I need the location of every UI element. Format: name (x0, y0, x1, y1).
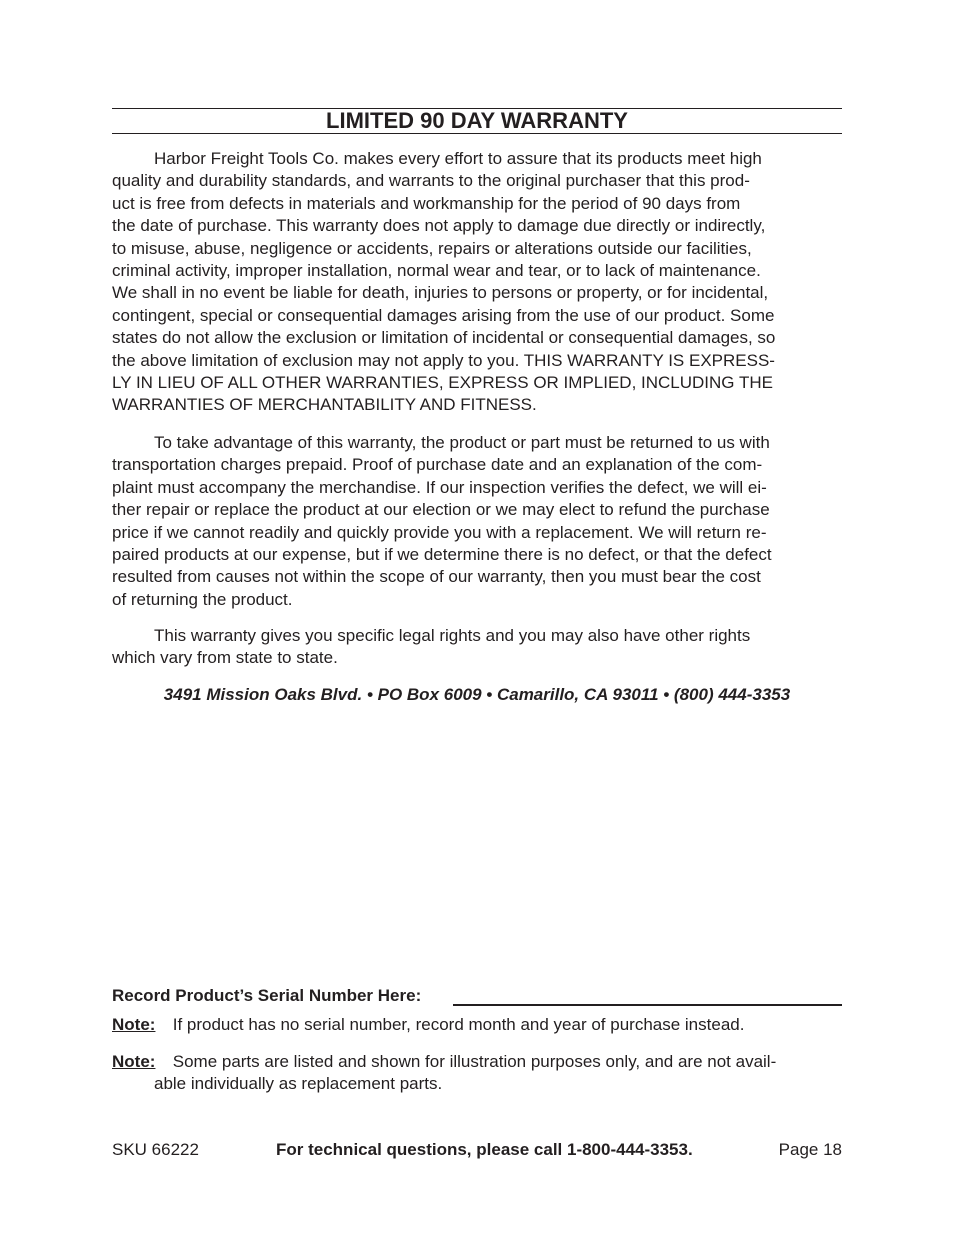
paragraph-line: the above limitation of exclusion may not apply to you. THIS WARRANTY IS EXPRESS- (112, 350, 775, 370)
paragraph-line: Harbor Freight Tools Co. makes every effort to assure that its products meet high (154, 149, 762, 168)
warranty-page (112, 0, 842, 1235)
paragraph-line: the date of purchase. This warranty does not apply to damage due directly or indirectly, (112, 216, 766, 236)
paragraph-line: uct is free from defects in materials and workmanship for the period of 90 days from (112, 193, 741, 213)
page-number: Page 18 (778, 1140, 842, 1159)
paragraph-line: criminal activity, improper installation, normal wear and tear, or to lack of maintenance. (112, 261, 761, 281)
paragraph-line: WARRANTIES OF MERCHANTABILITY AND FITNESS. (112, 395, 537, 415)
paragraph-line: transportation charges prepaid. Proof of purchase date and an explanation of the com- (112, 455, 763, 475)
paragraph-line: states do not allow the exclusion or limitation of incidental or consequential damages, so (112, 328, 776, 348)
warranty-paragraph-1 (112, 148, 842, 417)
sku-number: SKU 66222 (112, 1140, 199, 1159)
note-serial (112, 1014, 842, 1036)
note-text-continued: able individually as replacement parts. (154, 1074, 443, 1094)
paragraph-line: contingent, special or consequential damages arising from the use of our product. Some (112, 305, 775, 325)
serial-number-blank-line (453, 1004, 842, 1006)
paragraph-line: of returning the product. (112, 589, 293, 609)
paragraph-line: plaint must accompany the merchandise. If our inspection verifies the defect, we will ei- (112, 477, 767, 497)
note-parts (112, 1051, 842, 1096)
paragraph-line: LY IN LIEU OF ALL OTHER WARRANTIES, EXPRESS OR IMPLIED, INCLUDING THE (112, 373, 773, 393)
company-address: 3491 Mission Oaks Blvd. • PO Box 6009 • Camarillo, CA 93011 • (800) 444-3353 (163, 685, 791, 704)
note-text: Some parts are listed and shown for illustration purposes only, and are not avail- (172, 1052, 777, 1071)
warranty-paragraph-2 (112, 432, 842, 611)
paragraph-line: to misuse, abuse, negligence or accidents, repairs or alterations outside our facilities, (112, 238, 752, 258)
paragraph-line: To take advantage of this warranty, the product or part must be returned to us with (154, 433, 770, 452)
paragraph-line: which vary from state to state. (112, 648, 338, 668)
warranty-paragraph-3 (112, 625, 842, 670)
paragraph-line: This warranty gives you specific legal rights and you may also have other rights (154, 626, 751, 645)
serial-number-label: Record Product’s Serial Number Here: (112, 986, 422, 1005)
paragraph-line: quality and durability standards, and warrants to the original purchaser that this prod- (112, 171, 750, 191)
note-text: If product has no serial number, record month and year of purchase instead. (172, 1015, 745, 1034)
serial-number-row (112, 985, 842, 1007)
note-label: Note: (112, 1015, 156, 1034)
paragraph-line: paired products at our expense, but if we determine there is no defect, or that the defect (112, 545, 772, 565)
page-title: LIMITED 90 DAY WARRANTY (326, 108, 628, 133)
page-footer (112, 1139, 842, 1161)
paragraph-line: We shall in no event be liable for death, injuries to persons or property, or for incidental, (112, 283, 769, 303)
paragraph-line: ther repair or replace the product at our election or we may elect to refund the purchase (112, 500, 770, 520)
tech-support-line: For technical questions, please call 1-800-444-3353. (276, 1140, 693, 1159)
note-label: Note: (112, 1052, 156, 1071)
paragraph-line: resulted from causes not within the scope of our warranty, then you must bear the cost (112, 567, 761, 587)
paragraph-line: price if we cannot readily and quickly provide you with a replacement. We will return re- (112, 522, 767, 542)
title-rule-box (112, 108, 842, 134)
